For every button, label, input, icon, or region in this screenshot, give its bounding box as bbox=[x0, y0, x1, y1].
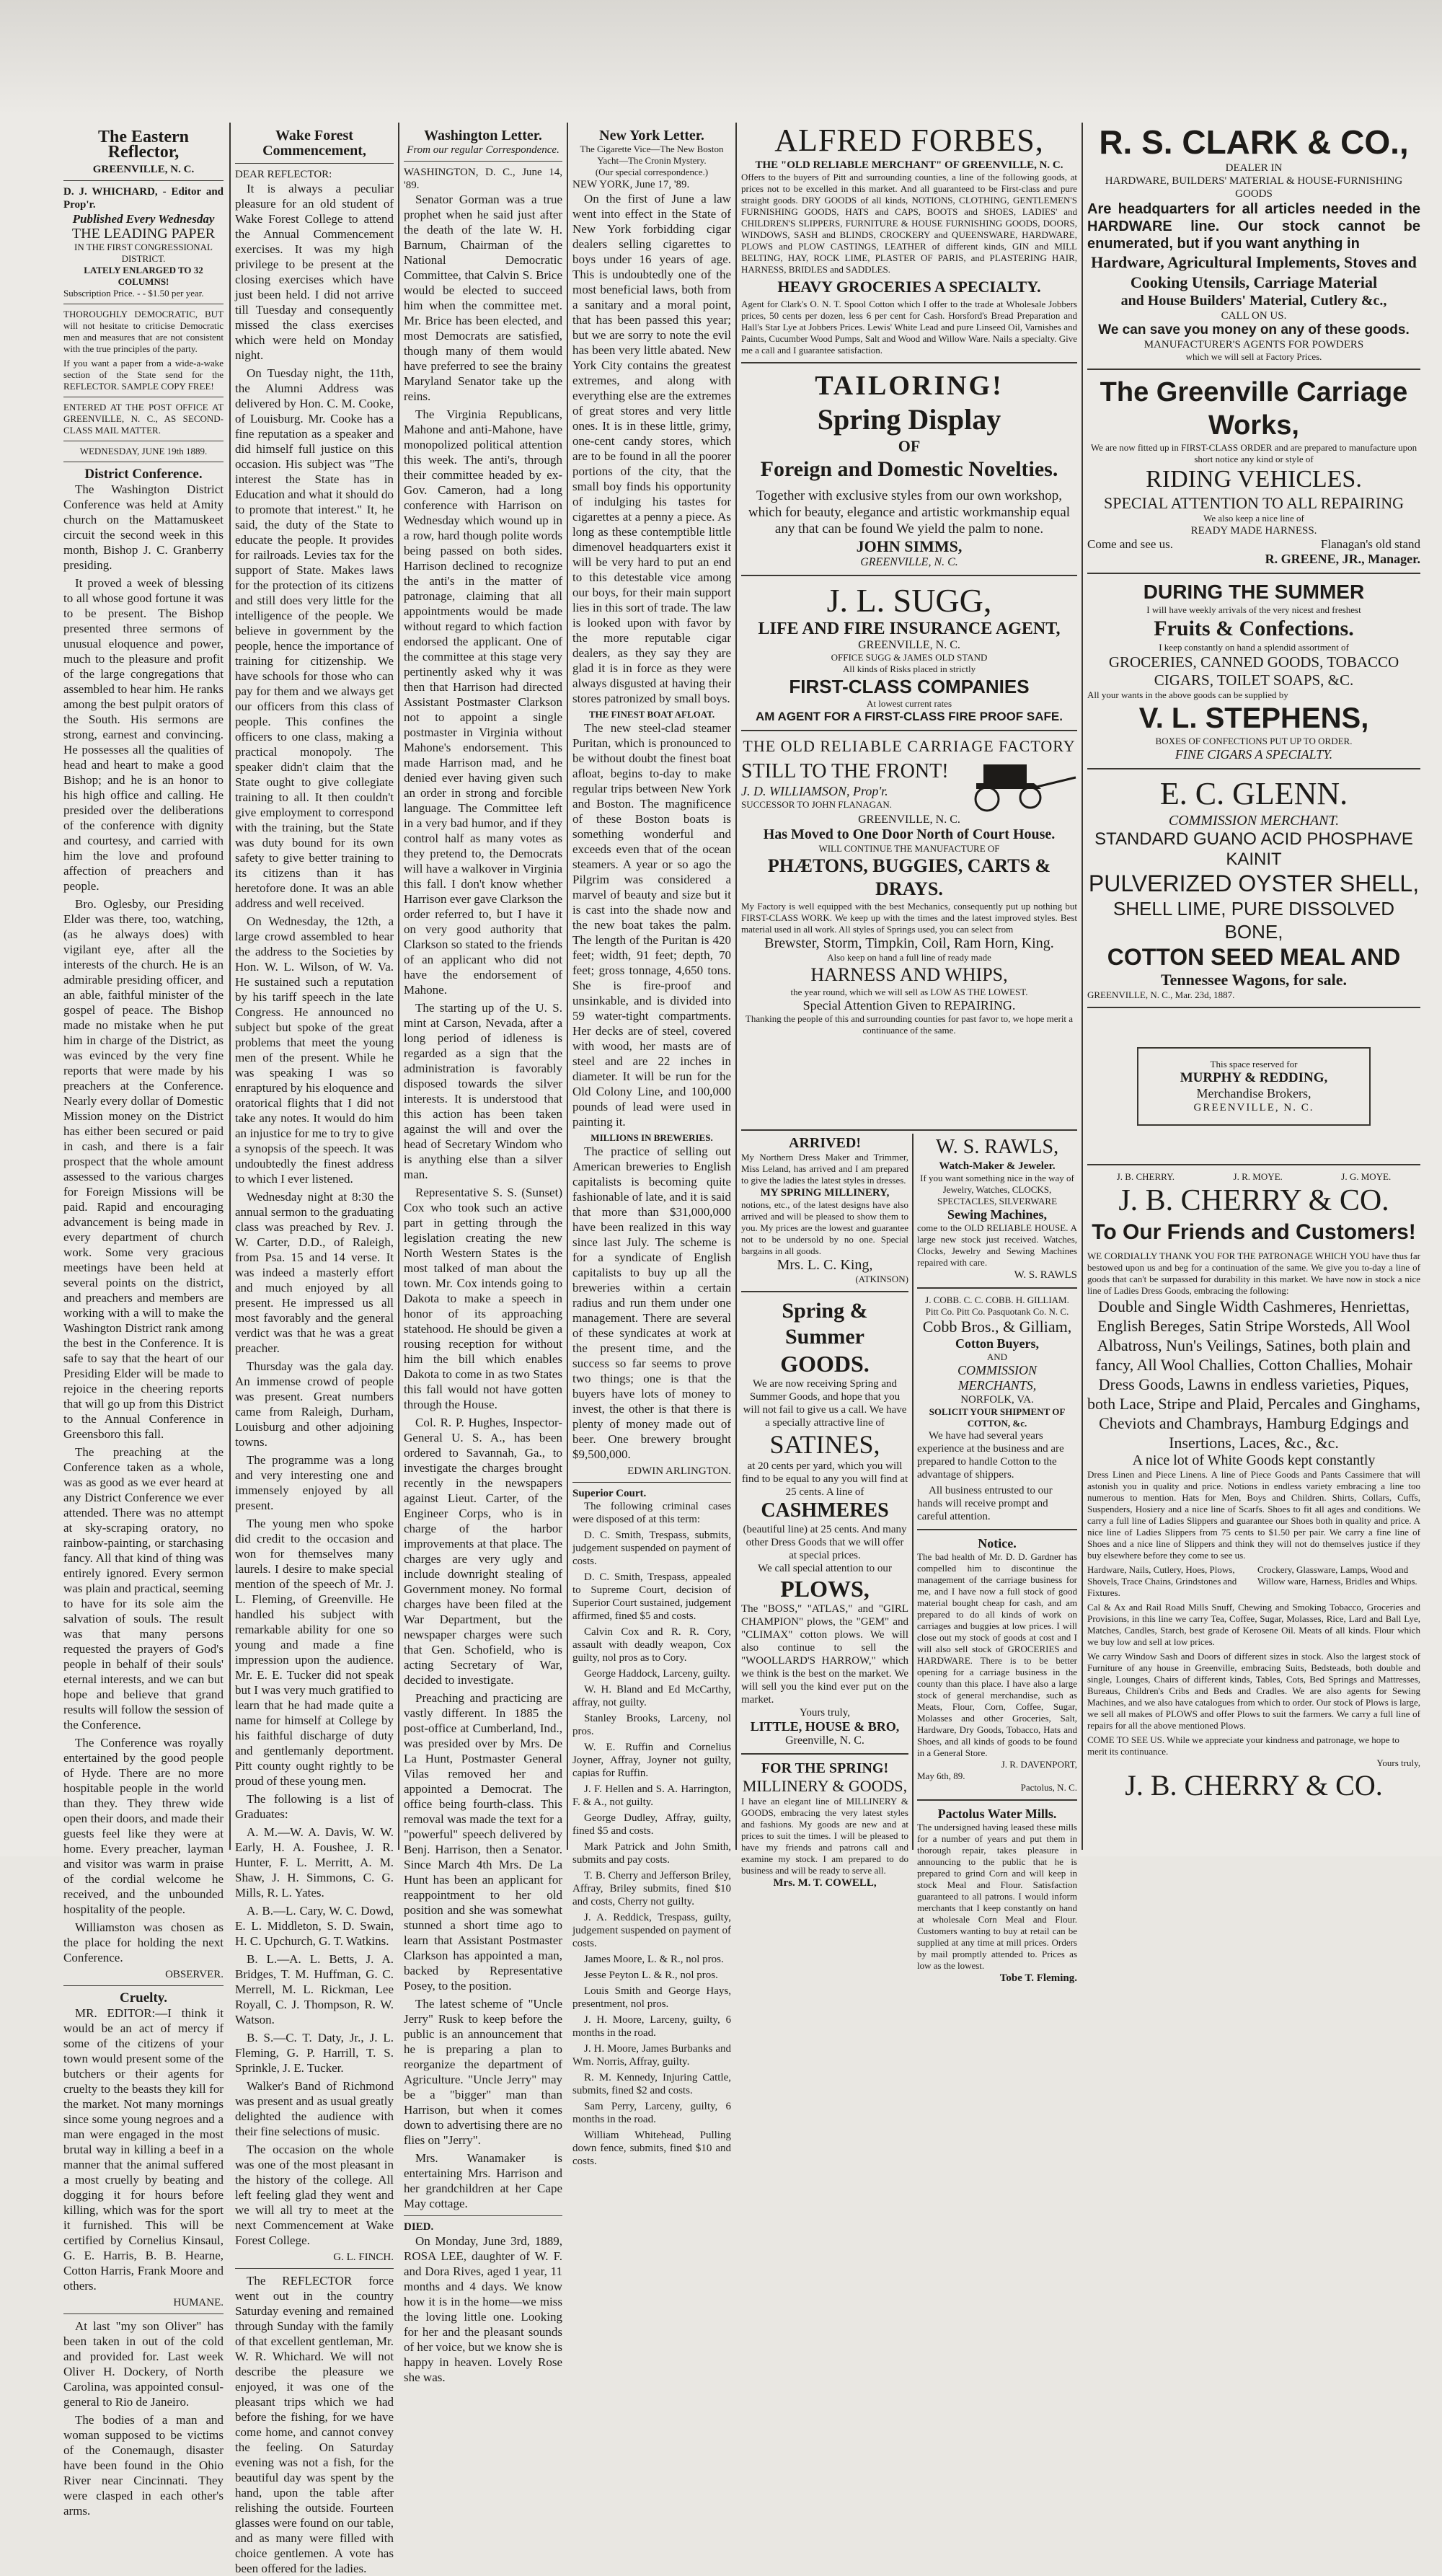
ad-goods-place: Greenville, N. C. bbox=[785, 1734, 864, 1747]
column-rule bbox=[1082, 123, 1083, 1850]
signature-humane: HUMANE. bbox=[173, 2297, 224, 2308]
ad-works-manager: R. GREENE, JR., Manager. bbox=[1265, 552, 1420, 566]
ad-murphy-place: GREENVILLE, N. C. bbox=[1193, 1101, 1314, 1113]
court-entry: Louis Smith and George Hays, presentment, nol pros. bbox=[572, 1985, 731, 2010]
ad-pactolus bbox=[917, 1807, 1077, 1985]
heading-steamer: THE FINEST BOAT AFLOAT. bbox=[588, 709, 715, 720]
ad-king-name: Mrs. L. C. King, bbox=[777, 1257, 873, 1273]
ad-rawls-body: If you want something nice in the way of Jewelry, Watches, CLOCKS, SPECTACLES, SILVERWARE bbox=[920, 1173, 1074, 1207]
column-wake-forest bbox=[235, 123, 394, 2575]
court-entry: James Moore, L. & R., nol pros. bbox=[584, 1954, 724, 1965]
ad-king-body2: notions, etc., of the latest designs have also arrived and will be pleased to show them to you. My prices are the lowest and guarantee not to be undersold by no one. Special bargains in all goods. bbox=[741, 1199, 908, 1256]
ad-rawls-sign: W. S. RAWLS bbox=[1014, 1269, 1077, 1281]
ad-works-come: Come and see us. bbox=[1087, 537, 1173, 551]
ad-goods-body3: (beautiful line) at 25 cents. And many other Dress Goods that we will offer at special prices. bbox=[743, 1524, 907, 1561]
ad-murphy bbox=[1137, 1047, 1371, 1126]
ad-notice-date: May 6th, 89. bbox=[917, 1770, 965, 1781]
article-paragraph: Preaching and practicing are vastly different. In 1885 the post-office at Cumberland, Ind., was presided over by Mrs. De La Hunt, Postmaster General Vilas removed her and appointed a Democrat. The office being fourth-class. This removal was made the text for a "powerful" speech delivered by Benj. Harrison, then a Senator. Since March 4th Mrs. De La Hunt has been an applicant for reappointment to her old position and she was somewhat stunned a short time ago to learn that Assistant Postmaster Clarkson has appointed a man, backed by Representative Posey, to the position. bbox=[404, 1691, 562, 1993]
ad-goods-plows-intro: We call special attention to our bbox=[758, 1563, 892, 1574]
ad-notice-place: Pactolus, N. C. bbox=[1020, 1782, 1077, 1793]
ad-stephens-weekly: I will have weekly arrivals of the very nicest and freshest bbox=[1146, 604, 1361, 615]
ad-murphy-title: Merchandise Brokers, bbox=[1196, 1085, 1311, 1100]
ad-glenn-line5: Tennessee Wagons, for sale. bbox=[1160, 971, 1348, 989]
ad-goods-body4: The "BOSS," "ATLAS," and "GIRL CHAMPION" plows, the "GEM" and "CLIMAX" cotton plows. We will also continue to sell the "WOOLLARD'S HARROW," which we think is the best on the market. We will sell you the kind ever put on the market. bbox=[741, 1603, 908, 1706]
masthead-democratic: THOROUGHLY DEMOCRATIC, BUT will not hesitate to criticise Democratic men and measures that are not consistent with the true principles of the party. bbox=[63, 309, 224, 354]
ad-works-body: We are now fitted up in FIRST-CLASS ORDER and are prepared to manufacture upon short notice any kind or style of bbox=[1090, 442, 1417, 464]
article-paragraph: The preaching at the Conference taken as a whole, was as good as we ever heard at any District Conference we ever attended. There was no attempt at sky-scraping oratory, no rainbow-painting, or starchasing fancy. All that kind of thing was entirely ignored. Every sermon was plain and practical, seeming to have for its sole aim the salvation of souls. The result was that many persons requested the prayers of God's people in behalf of their souls' eternal interests, and we can but hope and believe that grand results will follow the session of the Conference. bbox=[63, 1445, 224, 1732]
court-entry: J. A. Reddick, Trespass, guilty, judgement suspended on payment of costs. bbox=[572, 1912, 731, 1949]
article-paragraph: On Monday, June 3rd, 1889, ROSA LEE, daughter of W. F. and Dora Rives, aged 1 year, 11 months and 4 days. We know how it is in the home—we miss the loving little one. Looking for her and the pleasant sounds of her voice, but we know she is happy in heaven. Lovely Rose she was. bbox=[404, 2234, 563, 2384]
ad-sugg-rates: At lowest current rates bbox=[866, 698, 952, 709]
ad-carriage-owner: J. D. WILLIAMSON, Prop'r. bbox=[741, 783, 888, 798]
ad-cherry-body2: Dress Linen and Piece Linens. A line of Piece Goods and Pants Cassimere that will astonish you in quality and price. Notions in endless variety embracing a line too numerous to mention. Hats for Men, Boys and Children. Shirts, Collars, Cuffs, Suspenders, Hosiery and a nice line of Scarfs. Shoes to fit all ages and conditions. We carry a full line of Ladies Slippers and guarantee our Shoes both in quality and price. A nice line of Ladies Slippers from 75 cents to $1.50 per pair. We carry a fine line of Shoes and a nice line of Slippers and think they will not do themselves justice if they buy elsewhere before they come to see us. bbox=[1087, 1469, 1420, 1561]
ad-tailoring-title: TAILORING! bbox=[815, 371, 1004, 401]
ad-carriage-products: PHÆTONS, BUGGIES, CARTS & DRAYS. bbox=[767, 855, 1051, 899]
article-paragraph: MR. EDITOR:—I think it would be an act of mercy if some of the citizens of your town would present some of the butchers or their agents for cruelty to the beasts they kill for the market. Not many mornings since some young negroes and a man were engaged in the most brutal way in killing a beef in a manner that the animal suffered a most cruelly by beating and dogging it for hours before killing, which was for the sport it furnished. This will be certified by Cornelius Kinsaul, G. E. Harris, B. B. Hearne, Cotton Harris, Frank Moore and others. bbox=[63, 2006, 224, 2293]
masthead-district: IN THE FIRST CONGRESSIONAL DISTRICT. bbox=[74, 242, 213, 264]
ad-clark-body: Are headquarters for all articles needed in the HARDWARE line. Our stock cannot be enumerated, but if you want anything in bbox=[1087, 201, 1420, 252]
ad-forbes-body2: Agent for Clark's O. N. T. Spool Cotton which I offer to the trade at Wholesale Jobbers prices, 50 cents per dozen, less 6 per cent for Cash. Horsford's Bread Preparation and Hall's Star Lye at Jobbers Prices. Lewis' White Lead and pure Linseed Oil, Varnishes and Paints, Cucumber Wood Pumps, Salt and Wood and Willow Ware. Nails a specialty. Give me a call and I guarantee satisfaction. bbox=[741, 299, 1077, 356]
issue-date: WEDNESDAY, JUNE 19th 1889. bbox=[79, 446, 208, 456]
ad-carriage-title: THE OLD RELIABLE CARRIAGE FACTORY bbox=[743, 737, 1076, 755]
ad-clark bbox=[1087, 123, 1420, 363]
column-rule bbox=[398, 123, 399, 1850]
ad-king-spring: MY SPRING MILLINERY, bbox=[760, 1187, 890, 1199]
ad-carriage-thanks: Thanking the people of this and surrounding counties for past favor to, we hope merit a continuance of the same. bbox=[745, 1013, 1074, 1036]
article-paragraph: The Washington District Conference was held at Amity church on the Mattamuskeet circuit the second week in this month, Bishop J. C. Granberry presiding. bbox=[63, 482, 224, 572]
ad-pactolus-body: The undersigned having leased these mills for a number of years and put them in thorough repair, takes pleasure in announcing to the public that he is prepared to grind Corn and will keep in stock Meal and Flour. Satisfaction guaranteed to all patrons. I would inform merchants that I keep constantly on hand at wholesale Corn Meal and Flour. Customers wanting to buy at retail can be supplied at any time at mill prices. Orders by mail promptly attended to. Prices as low as the lowest. bbox=[917, 1822, 1077, 1971]
column-rule bbox=[567, 123, 568, 1850]
masthead-place: GREENVILLE, N. C. bbox=[92, 164, 195, 175]
ad-sugg-title: LIFE AND FIRE INSURANCE AGENT, bbox=[758, 619, 1061, 638]
article-paragraph: On the first of June a law went into effect in the State of New York forbidding cigar dealers selling cigarettes to boys under 16 years of age. This is undoubtedly one of the most beneficial laws, both from a sanitary and a moral point, that has been passed this year; but we are sorry to note the evil has been very little abated. New York City contains the greatest extremes, and along with everything else are the extremes of great stores and very little ones. It is in these little, grimy, one-cent candy stores, which are to be found in all the poorer portions of the city, that the small boy finds his opportunity of indulging his tastes for cigarettes at a penny a piece. As long as these contemptible little dimenovel headquarters exist it will be very hard to put an end to this detestable vice among our boys, for their main support lies in this sort of trade. The law is looked upon with favor by the more reputable cigar dealers, as they say they are glad it is in force as they were always disgusted at having their stores patronized by small boys. bbox=[572, 192, 731, 705]
court-entry: The following criminal cases were disposed of at this term: bbox=[572, 1501, 731, 1525]
ad-cobb-names2: Pitt Co. Pitt Co. Pasquotank Co. N. C. bbox=[925, 1306, 1069, 1317]
article-paragraph: A. M.—W. A. Davis, W. W. Early, H. A. Foushee, J. R. Hunter, F. L. Merritt, A. M. Shaw, J. H. Simmons, C. G. Mills, R. L. Yates. bbox=[235, 1825, 394, 1900]
article-paragraph: It is always a peculiar pleasure for an old student of Wake Forest College to attend the Annual Commencement exercises. It was my high privilege to be present at the closing exercises which have just been held. I did not arrive till Tuesday and consequently missed the class exercises which were held on Monday night. bbox=[235, 182, 394, 362]
special-correspondence: (Our special correspondence.) bbox=[595, 167, 709, 177]
court-entry: R. M. Kennedy, Injuring Cattle, submits, fined $2 and costs. bbox=[572, 2072, 731, 2096]
ad-carriage-harness: HARNESS AND WHIPS, bbox=[810, 964, 1008, 985]
ad-stephens-name: V. L. STEPHENS, bbox=[1138, 702, 1369, 734]
court-entry: J. F. Hellen and S. A. Harrington, F. & A., not guilty. bbox=[572, 1783, 731, 1808]
article-paragraph: Wednesday night at 8:30 the annual sermon to the graduating class was preached by Rev. J. W. Carter, D.D., of Raleigh, from Psa. 15 and 14 verse. It was indeed a masterly effort and much enjoyed by all present. He impressed us all most favorably and the general verdict was that he was a great preacher. bbox=[235, 1190, 394, 1355]
article-paragraph: On Wednesday, the 12th, a large crowd assembled to hear the address to the Societies by Hon. W. L. Wilson, of W. Va. He sustained such a reputation by his tariff speech in the late Congress. He announced no subject but spoke of the great problems that meet the young men of the present. While he was speaking I was so enraptured by his eloquence and oratorical flights that I did not take any notes. It would do him an injustice for me to try to give a synopsis of the speech. It was undoubtedly the finest address to which I ever listened. bbox=[235, 914, 394, 1186]
article-paragraph: The Virginia Republicans, Mahone and anti-Mahone, have monopolized political attention this week. The anti's, through their committee headed by ex-Gov. Cameron, had a long conference with Harrison on Wednesday which wound up in a row, hard though polite words being passed on both sides. Harrison declined to recognize the anti's in the matter of patronage, claiming that all appointments would be made without regard to which faction endorsed the applicant. One of the committee at this stage very pertinently asked why it was then that Harrison had directed Assistant Postmaster Clarkson not to appoint a single postmaster in Virginia without Mahone's endorsement. This made Harrison mad, and he denied ever having given such an order in strong and forcible language. The Committee left in a very bad humor, and if they control half as many votes as they pretend to, the Democrats will have a walkover in Virginia this fall. I don't know whether Harrison ever gave Clarkson the order referred to, but I have it on very good authority that Clarkson so stated to the friends of an applicant who did not have the endorsement of Mahone. bbox=[404, 407, 562, 997]
ad-rawls-body2: come to the OLD RELIABLE HOUSE. A large new stock just received. Watches, Clocks, Jewelry and Sewing Machines repaired with care. bbox=[917, 1222, 1077, 1268]
article-paragraph: It proved a week of blessing to all whose good fortune it was to be present. The Bishop presented three sermons of unusual eloquence and power, much to the pleasure and profit of the large congregations that assembled to hear him. He ranks among the best pulpit orators of the South. His sermons are strong, earnest and convincing. He possesses all the qualities of head and heart to make a good Bishop; and he is an honor to his high office and calling. He presided over the deliberations of the conference with dignity and courtesy, and carried with him the love and profound affection of preachers and people. bbox=[63, 576, 224, 893]
heading-died: DIED. bbox=[404, 2221, 434, 2233]
ad-pactolus-sign: Tobe T. Fleming. bbox=[999, 1972, 1077, 1984]
ad-cobb-firm: Cobb Bros., & Gilliam, bbox=[922, 1318, 1072, 1336]
subheading-ny: The Cigarette Vice—The New Boston Yacht—The Cronin Mystery. bbox=[580, 144, 724, 166]
ad-carriage-continue: WILL CONTINUE THE MANUFACTURE OF bbox=[818, 843, 1000, 854]
ad-clark-builders: and House Builders' Material, Cutlery &c., bbox=[1120, 293, 1387, 309]
ad-tailoring-place: GREENVILLE, N. C. bbox=[860, 556, 958, 568]
ad-glenn-name: E. C. GLENN. bbox=[1159, 776, 1348, 811]
ad-clark-sell: which we will sell at Factory Prices. bbox=[1185, 351, 1322, 362]
ad-cherry-partner: J. G. MOYE. bbox=[1341, 1171, 1392, 1182]
ad-cobb-body2: All business entrusted to our hands will receive prompt and careful attention. bbox=[917, 1485, 1053, 1522]
ad-goods-goods: GOODS. bbox=[780, 1351, 870, 1377]
masthead-published: Published Every Wednesday bbox=[72, 212, 215, 226]
ad-carriage-year: the year round, which we will sell as LOW AS THE LOWEST. bbox=[790, 987, 1028, 997]
ad-stephens-boxes: BOXES OF CONFECTIONS PUT UP TO ORDER. bbox=[1155, 736, 1353, 746]
ad-glenn-date: GREENVILLE, N. C., Mar. 23d, 1887. bbox=[1087, 989, 1235, 1000]
ad-cobb-names: J. COBB. C. C. COBB. H. GILLIAM. bbox=[925, 1294, 1069, 1305]
ad-tailoring-novelties: Foreign and Domestic Novelties. bbox=[760, 457, 1058, 481]
ad-murphy-area bbox=[1087, 1014, 1420, 1158]
signature-finch: G. L. FINCH. bbox=[333, 2251, 394, 2263]
signature-arlington: EDWIN ARLINGTON. bbox=[627, 1465, 731, 1477]
ad-carriage-body: My Factory is well equipped with the best Mechanics, consequently put up nothing but FIRST-CLASS WORK. We keep up with the times and the latest improved styles. Best material used in all work. All styles of Springs used, you can select from bbox=[741, 901, 1077, 935]
article-paragraph: B. S.—C. T. Daty, Jr., J. L. Fleming, G. P. Harrill, T. S. Sprinkle, J. E. Tucker. bbox=[235, 2031, 394, 2075]
ad-forbes bbox=[741, 123, 1077, 356]
ad-carriage-moved: Has Moved to One Door North of Court House. bbox=[763, 826, 1056, 842]
buggy-icon bbox=[955, 756, 1077, 813]
ad-carriage-works bbox=[1087, 376, 1420, 567]
ad-spring-name: Mrs. M. T. COWELL, bbox=[773, 1877, 877, 1889]
ad-cherry-come: COME TO SEE US. While we appreciate your kindness and patronage, we hope to merit its continuance. bbox=[1087, 1734, 1399, 1757]
ad-goods-body2: at 20 cents per yard, which you will find to be equal to any you will find at 25 cents. A line of bbox=[741, 1460, 908, 1498]
ad-clark-agents: MANUFACTURER'S AGENTS FOR POWDERS bbox=[1144, 339, 1364, 350]
ad-goods-yours: Yours truly, bbox=[799, 1707, 851, 1719]
column-rule bbox=[229, 123, 231, 1850]
court-entry: Mark Patrick and John Smith, submits and pay costs. bbox=[572, 1841, 731, 1866]
court-entry: J. H. Moore, James Burbanks and Wm. Norris, Affray, guilty. bbox=[572, 2043, 731, 2068]
ad-carriage-place: GREENVILLE, N. C. bbox=[858, 813, 960, 826]
ad-goods-title: Spring & Summer bbox=[782, 1299, 868, 1349]
heading-superior-court: Superior Court. bbox=[572, 1488, 647, 1499]
dateline: WASHINGTON, D. C., June 14, '89. bbox=[404, 167, 562, 191]
ad-glenn-line2: PULVERIZED OYSTER SHELL, bbox=[1088, 870, 1420, 896]
ad-rawls-name: W. S. RAWLS, bbox=[935, 1136, 1059, 1158]
signature-observer: OBSERVER. bbox=[165, 1969, 224, 1980]
court-entry: Jesse Peyton L. & R., nol pros. bbox=[584, 1970, 718, 1981]
heading-new-york: New York Letter. bbox=[599, 128, 704, 144]
ad-forbes-tag: THE "OLD RELIABLE MERCHANT" OF GREENVILLE, N. C. bbox=[755, 159, 1063, 171]
ad-cherry-list-right: Crockery, Glassware, Lamps, Wood and Willow ware, Harness, Bridles and Whips. bbox=[1257, 1564, 1417, 1587]
ad-stephens bbox=[1087, 580, 1420, 762]
ad-forbes-name: ALFRED FORBES, bbox=[774, 123, 1044, 158]
ad-cobb-cotton: Cotton Buyers, bbox=[955, 1336, 1039, 1351]
ad-murphy-reserved: This space reserved for bbox=[1210, 1058, 1298, 1069]
ad-clark-dealer: DEALER IN bbox=[1225, 162, 1283, 174]
article-paragraph: The Conference was royally entertained by the good people of Hyde. There are no more hospitable people in the world than they. They threw wide open their doors, and made their guests feel like they were at home. Every preacher, layman and visitor was warm in praise of the cordial welcome he received, and the unbounded hospitality of the people. bbox=[63, 1736, 224, 1916]
ad-cherry-white: A nice lot of White Goods kept constantly bbox=[1132, 1452, 1376, 1468]
ad-pactolus-title: Pactolus Water Mills. bbox=[937, 1807, 1057, 1821]
masthead-enlarged: LATELY ENLARGED TO 32 COLUMNS! bbox=[84, 265, 203, 287]
ad-rawls bbox=[917, 1135, 1077, 1282]
ad-cherry-body: WE CORDIALLY THANK YOU FOR THE PATRONAGE WHICH YOU have thus far bestowed upon us and beg for a continuation of the same. We give you to-day a line of goods that can't be surpassed for durability in this market. We have now in stock a nice line of Ladies Dress Goods, embracing the following: bbox=[1087, 1250, 1420, 1296]
ad-goods-firm: LITTLE, HOUSE & BRO, bbox=[750, 1719, 900, 1734]
ad-works-special: SPECIAL ATTENTION TO ALL REPAIRING bbox=[1104, 494, 1404, 512]
ad-spring bbox=[741, 1760, 908, 1889]
page-top-margin bbox=[0, 0, 1442, 115]
article-paragraph: Senator Gorman was a true prophet when he said just after the death of the late W. H. Barnum, Chairman of the National Democratic Committee, that Calvin S. Brice would be elected to succeed him when the committee met. Mr. Brice has been elected, and most Democrats are satisfied, though many of them would have preferred to see the brainy Maryland Senator take up the reins. bbox=[404, 193, 562, 403]
article-paragraph: The starting up of the U. S. mint at Carson, Nevada, after a long period of idleness is regarded as a sign that the administration is favorably disposed towards the silver interests. It is understood that this action has been taken against the will and over the head of Secretary Windom who is anything else than a silver man. bbox=[404, 1001, 562, 1181]
article-paragraph: Col. R. P. Hughes, Inspector-General U. S. A., has been ordered to Savannah, Ga., to investigate the charges brought recently in the newspapers against Lieut. Carter, of the Engineer Corps, who is in charge of the harbor improvements at that place. The charges are very ugly and include downright stealing of Government money. No formal charges have been filed at the War Department, but the newspaper charges were such that Gen. Schofield, who is acting Secretary of War, decided to investigate. bbox=[404, 1416, 562, 1687]
court-entry: J. H. Moore, Larceny, guilty, 6 months in the road. bbox=[572, 2014, 731, 2039]
heading-washington: Washington Letter. bbox=[424, 128, 542, 144]
heading-breweries: MILLIONS IN BREWERIES. bbox=[590, 1132, 713, 1143]
court-entry: W. H. Bland and Ed McCarthy, affray, not guilty. bbox=[572, 1684, 731, 1708]
ad-notice-title: Notice. bbox=[978, 1536, 1017, 1551]
ad-carriage-factory bbox=[741, 737, 1077, 1036]
ad-tailoring-body: Together with exclusive styles from our own workshop, which for beauty, elegance and artistic workmanship equal any that can be found We yield the palm to none. bbox=[748, 488, 1071, 537]
masthead-leading: THE LEADING PAPER bbox=[71, 226, 216, 242]
court-entry: Stanley Brooks, Larceny, nol pros. bbox=[572, 1713, 731, 1737]
court-entry: Calvin Cox and R. R. Cory, assault with deadly weapon, Cox guilty, nol pros as to Cory. bbox=[572, 1626, 731, 1664]
ad-clark-call: CALL ON US. bbox=[1221, 310, 1287, 322]
ad-cherry-partner: J. R. MOYE. bbox=[1233, 1171, 1283, 1182]
ad-murphy-name: MURPHY & REDDING, bbox=[1180, 1069, 1328, 1085]
ad-goods-cashmeres: CASHMERES bbox=[761, 1499, 889, 1522]
ads-upper bbox=[741, 123, 1077, 1073]
ad-glenn bbox=[1087, 775, 1420, 1001]
ad-cobb-solicit: SOLICIT YOUR SHIPMENT OF COTTON, &c. bbox=[929, 1406, 1066, 1429]
article-paragraph: B. L.—A. L. Betts, J. A. Bridges, T. M. Huffman, G. C. Merrell, M. L. Rickman, Lee Royall, C. J. Thompson, R. W. Watson. bbox=[235, 1952, 394, 2026]
divider bbox=[741, 1129, 1077, 1131]
article-paragraph: Mrs. Wanamaker is entertaining Mrs. Harrison and her grandchildren at her Cape May cottage. bbox=[404, 2151, 562, 2210]
ad-cobb-commission: COMMISSION MERCHANTS, bbox=[957, 1363, 1037, 1393]
ad-works-ready: READY MADE HARNESS. bbox=[1190, 525, 1317, 537]
article-paragraph: The new steel-clad steamer Puritan, which is pronounced to be without doubt the finest boat afloat, begins to-day to make regular trips between New York and Boston. The magnificence of these Boston boats is something wonderful and exceeds even that of the ocean steamers. A year or so ago the Pilgrim was considered a marvel of beauty and size but it is cast into the shade now and the new boat takes the palm. The length of the Puritan is 420 feet; width, 91 feet; depth, 70 feet; gross tonnage, 4,650 tons. She is fire-proof and unsinkable, and is divided into 59 water-tight compartments. Her decks are of steel, covered with wood, her masts are of steel and are 22 inches in diameter. It will be run for the Old Colony Line, and 100,000 pounds of lead were used in painting it. bbox=[572, 721, 731, 1129]
article-paragraph: The following is a list of Graduates: bbox=[235, 1792, 394, 1821]
heading-cruelty: Cruelty. bbox=[120, 1990, 167, 2006]
ad-clark-save: We can save you money on any of these goods. bbox=[1098, 322, 1410, 338]
ad-carriage-springs: Brewster, Storm, Timpkin, Coil, Ram Horn, King. bbox=[764, 935, 1054, 951]
ad-stephens-keep: I keep constantly on hand a splendid assortment of bbox=[1159, 642, 1349, 653]
article-paragraph: A. B.—L. Cary, W. C. Dowd, E. L. Middleton, S. D. Swain, H. C. Upchurch, G. T. Watkins. bbox=[235, 1904, 394, 1948]
ad-stephens-during: DURING THE SUMMER bbox=[1143, 581, 1365, 603]
ad-goods-satines: SATINES, bbox=[769, 1430, 880, 1459]
ad-clark-implements: Hardware, Agricultural Implements, Stoves and Cooking Utensils, Carriage Material bbox=[1091, 253, 1417, 291]
ad-cherry-body4: We carry Window Sash and Doors of different sizes in stock. Also the largest stock of Furniture of any house in Greenville, embracing Suits, Bedsteads, both double and single, Lounges, Chairs of different kinds, Tables, Cots, Bed Springs and Mattresses, Bureaus, Children's Cribs and Beds and Cradles. We are also agents for Sewing Machines, and we also have catalogues from which to order. Our stock of Plows is large, we sell all makes of PLOWS and offer Plows to suit the farmers. We carry a full line of repairs for all the above mentioned Plows. bbox=[1087, 1651, 1420, 1731]
article-paragraph: The REFLECTOR force went out in the country Saturday evening and remained through Sunday with the family of that excellent gentleman, Mr. W. R. Whichard. We will not describe the pleasure we enjoyed, it was one of the pleasant trips which we had before the fishing, for we have come home, and cannot convey the feeling. On Saturday evening was not a fish, for the beautiful day was spent by the hand, upon the table after relishing the outside. Fourteen glasses were found on our table, and as many were filled with choice gentlemen. A vote has been offered for the ladies. bbox=[235, 2274, 394, 2575]
ad-tailoring bbox=[741, 369, 1077, 569]
court-entry: D. C. Smith, Trespass, appealed to Supreme Court, decision of Superior Court sustained, judgement affirmed, fined $5 and costs. bbox=[572, 1571, 731, 1622]
ad-tailoring-of: OF bbox=[898, 437, 921, 455]
ad-cherry-name: J. B. CHERRY & CO. bbox=[1118, 1184, 1389, 1217]
ad-carriage-still: STILL TO THE FRONT! bbox=[741, 759, 949, 782]
article-paragraph: Bro. Oglesby, our Presiding Elder was there, too, watching, (as he always does) with vigilant eye, after all the interests of the church. He is an admirable presiding officer, and an able, faithful minister of the gospel of peace. The Bishop made no mistake when he put him in charge of the District, as was evinced by the very fine reports that were made by his preachers at the Conference. Nearly every dollar of Domestic Mission money on the District has either been secured or paid in cash, and there is a fair prospect that the whole amount assessed to the various charges for Foreign Missions will be paid. Rapid and encouraging advancement is being made in every department of church work. Some very gracious meetings have been held at several points on the district, and preachers and members are working with a will to make the Washington District rank among the best in the Conference. It is safe to say that the heart of our Presiding Elder will be made to rejoice in the cheering reports that will go up from this District to the Annual Conference in Greensboro this fall. bbox=[63, 897, 224, 1441]
court-entry: Sam Perry, Larceny, guilty, 6 months in the road. bbox=[572, 2101, 731, 2125]
ad-carriage-repairing: Special Attention Given to REPAIRING. bbox=[802, 998, 1016, 1013]
ad-sugg-risks: All kinds of Risks placed in strictly bbox=[842, 663, 976, 674]
ad-cobb-body: We have had several years experience at the business and are prepared to handle Cotton to the advantage of shippers. bbox=[917, 1430, 1064, 1481]
ad-sugg-agent: AM AGENT FOR A FIRST-CLASS FIRE PROOF SAFE. bbox=[756, 710, 1063, 723]
ad-sugg bbox=[741, 582, 1077, 724]
court-entry: D. C. Smith, Trespass, submits, judgement suspended on payment of costs. bbox=[572, 1530, 731, 1567]
ad-glenn-title: COMMISSION MERCHANT. bbox=[1168, 813, 1340, 829]
ad-glenn-line3: SHELL LIME, PURE DISSOLVED BONE, bbox=[1113, 898, 1395, 943]
ad-works-old: Flanagan's old stand bbox=[1320, 537, 1420, 551]
ads-right bbox=[1087, 123, 1420, 1850]
article-paragraph: Representative S. S. (Sunset) Cox who took such an active part in getting through the legislation creating the new North Western States is the most talked of man about the town. Mr. Cox intends going to Dakota to make a speech in honor of its approaching statehood. He should be given a rousing reception for without him the bill which enables Dakota to come in as two States this fall would not have gotten through the House. bbox=[404, 1186, 562, 1411]
ad-sugg-name: J. L. SUGG, bbox=[826, 582, 992, 619]
column-rule bbox=[735, 123, 737, 1850]
ad-cherry-title: To Our Friends and Customers! bbox=[1092, 1220, 1416, 1244]
column-masthead bbox=[63, 123, 224, 2518]
ad-king-place: (ATKINSON) bbox=[855, 1274, 908, 1284]
ad-king-arrived: ARRIVED! bbox=[789, 1135, 861, 1151]
ad-notice bbox=[917, 1536, 1077, 1794]
letter-greeting: DEAR REFLECTOR: bbox=[235, 169, 332, 180]
ad-cherry bbox=[1087, 1171, 1420, 1802]
article-paragraph: The latest scheme of "Uncle Jerry" Rusk to keep before the public is an announcement that he is preparing a plan to reorganize the department of Agriculture. "Uncle Jerry" may be a "bigger" man than Harrison, but when it comes down to advertising there are no flies on "Jerry". bbox=[404, 1997, 562, 2147]
ad-rawls-title: Watch-Maker & Jeweler. bbox=[939, 1160, 1056, 1172]
court-entry: W. E. Ruffin and Cornelius Joyner, Affray, Joyner not guilty, capias for Ruffin. bbox=[572, 1742, 731, 1779]
ad-cobb bbox=[917, 1294, 1077, 1523]
ad-forbes-body: Offers to the buyers of Pitt and surrounding counties, a line of the following goods, at prices not to be excelled in this market. And all guaranteed to be First-class and pure straight goods. DRY GOODS of all kinds, NOTIONS, CLOTHING, GENTLEMEN'S FURNISHING GOODS, HATS and CAPS, BOOTS and SHOES, LADIES' and CHILDREN'S SLIPPERS, FURNITURE & HOUSE FURNISHING GOODS, DOORS, WINDOWS, SASH and BLINDS, CROCKERY and QUEENSWARE, HARDWARE, PLOWS and PLOW CASTINGS, LEATHER of different kinds, GIN and MILL BELTING, HAY, ROCK LIME, PLASTER OF PARIS, and PLASTERING HAIR, HARNESS, BRIDLES and SADDLES. bbox=[741, 172, 1077, 275]
ad-cherry-body3: Cal & Ax and Rail Road Mills Snuff, Chewing and Smoking Tobacco, Groceries and Provisions, in this line we carry Tea, Coffee, Sugar, Molasses, Rice, Lard and Ball Lye, Matches, Candles, Starch, best grade of Kerosene Oil. Meats of all kinds. Flour which we buy low and sell at low prices. bbox=[1087, 1602, 1420, 1647]
ad-tailoring-spring: Spring Display bbox=[817, 403, 1001, 436]
ad-works-harness: We also keep a nice line of bbox=[1203, 513, 1304, 524]
ad-spring-title: FOR THE SPRING! bbox=[761, 1760, 889, 1776]
article-paragraph: Williamston was chosen as the place for holding the next Conference. bbox=[63, 1920, 224, 1964]
ads-lower-right bbox=[917, 1135, 1077, 1984]
subheading-correspondence: From our regular Correspondence. bbox=[407, 144, 559, 156]
heading-district-conference: District Conference. bbox=[84, 467, 203, 482]
ad-tailoring-name: JOHN SIMMS, bbox=[856, 537, 963, 555]
ads-lower-left bbox=[741, 1135, 908, 1889]
ad-cherry-partner: J. B. CHERRY. bbox=[1116, 1171, 1175, 1182]
article-paragraph: On Tuesday night, the 11th, the Alumni Address was delivered by Hon. C. M. Cooke, of Louisburg. Mr. Cooke has a fine reputation as a speaker and did himself full justice on this occasion. His subject was "The interest the State has in Education and what it should do to promote that interest." It, he said, the duty of the State to educate the people. It provides for railroads. Levies tax for the support of State. Makes laws for the protection of its citizens and still does very little for the intelligence of the people. We believe in government by the people, hence the importance of training for citizenship. We have schools for those who can pay for them and we always get our officers from this class of people. This confines the officers to one class, making a practical monopoly. The speaker didn't claim that the State ought to give collegiate training to all. It then couldn't give employment to correspond with the training, but the State was duty bound for its own safety to give better training to its citizens than it has heretofore done. It was an able address and well received. bbox=[235, 366, 394, 910]
ad-cherry-yours: Yours truly, bbox=[1376, 1757, 1420, 1768]
article-paragraph: At last "my son Oliver" has been taken in out of the cold and provided for. Last week Oliver H. Dockery, of North Carolina, was appointed consul-general to Rio de Janeiro. bbox=[63, 2319, 224, 2409]
court-entry: T. B. Cherry and Jefferson Briley, Affray, Briley submits, fined $10 and costs, Cherry not guilty. bbox=[572, 1870, 731, 1907]
ad-goods bbox=[741, 1298, 908, 1747]
ad-sugg-office: OFFICE SUGG & JAMES OLD STAND bbox=[831, 652, 988, 663]
ad-notice-body: The bad health of Mr. D. D. Gardner has compelled him to discontinue the management of the carriage business for me, and I have now a full stock of good material bought cheap for cash, and am prepared to do all kinds of work on carriages and buggies at low prices. I will close out my stock of goods at cost and I will also sell stock of GROCERIES and HARDWARE. There is to be better opening for a carriage business in the county than this place. I have also a large stock of general merchandise, such as Meats, Flour, Corn, Coffee, Sugar, Molasses and other Groceries, Salt, Hardware, Dry Goods, Tobacco, Hats and Shoes, and all kinds of goods to be found in a General Store. bbox=[917, 1551, 1077, 1758]
ad-clark-name: R. S. CLARK & CO., bbox=[1099, 123, 1409, 161]
ad-goods-plows: PLOWS, bbox=[780, 1576, 870, 1602]
ad-cobb-and: AND bbox=[986, 1351, 1008, 1362]
court-entry: George Haddock, Larceny, guilty. bbox=[584, 1668, 730, 1680]
ad-king bbox=[741, 1135, 908, 1285]
ad-sugg-first: FIRST-CLASS COMPANIES bbox=[789, 676, 1030, 697]
ad-cherry-list-left: Hardware, Nails, Cutlery, Hoes, Plows, Shovels, Trace Chains, Grindstones and Fixtures. bbox=[1087, 1564, 1237, 1598]
ad-works-title: The Greenville Carriage Works, bbox=[1100, 377, 1408, 441]
column-rule bbox=[912, 1134, 914, 1850]
masthead-subscription: Subscription Price. - - $1.50 per year. bbox=[63, 288, 204, 299]
ad-carriage-successor: SUCCESSOR TO JOHN FLANAGAN. bbox=[741, 798, 893, 810]
heading-wake-forest: Wake Forest Commencement, bbox=[262, 128, 366, 159]
masthead-sample: If you want a paper from a wide-a-wake section of the State send for the REFLECTOR. SAMPLE COPY FREE! bbox=[63, 358, 224, 392]
ad-cherry-sign: J. B. CHERRY & CO. bbox=[1125, 1769, 1383, 1801]
ad-rawls-sewing: Sewing Machines, bbox=[947, 1207, 1047, 1222]
column-washington bbox=[404, 123, 563, 2384]
dateline: NEW YORK, June 17, '89. bbox=[572, 179, 690, 190]
ad-cherry-goods: Double and Single Width Cashmeres, Henriettas, English Bereges, Satin Stripe Worsteds, All Wool Albatross, Nun's Veilings, Satines, both plain and fancy, All Wool Challies, Cotton Challies, Mohair Dress Goods, Lawns in endless varieties, Piques, both Lace, Stripe and Plaid, Percales and Ginghams, Cheviots and Chambrays, Hamburg Edgings and Insertions, Laces, &c., &c. bbox=[1087, 1297, 1420, 1452]
ad-glenn-line1: STANDARD GUANO ACID PHOSPHAVE KAINIT bbox=[1094, 829, 1413, 869]
article-paragraph: The young men who spoke did credit to the occasion and won for themselves many laurels. I desire to make special mention of the speech of Mr. J. L. Fleming, of Greenville. He handled his subject with remarkable ability for one so young and made a fine impression upon the audience. Mr. E. E. Tucker did not speak but I was very much gratified to learn that he had made quite a name for himself at College by his faithful discharge of duty and gentlemanly deportment. Pitt county ought rightly to be proud of these young men. bbox=[235, 1517, 394, 1788]
article-paragraph: The programme was a long and very interesting one and immensely enjoyed by all present. bbox=[235, 1453, 394, 1512]
article-paragraph: Walker's Band of Richmond was present and as usual greatly delighted the audience with their fine selections of music. bbox=[235, 2079, 394, 2138]
ad-stephens-wants: All your wants in the above goods can be supplied by bbox=[1087, 689, 1288, 700]
ad-goods-body: We are now receiving Spring and Summer Goods, and hope that you will not fail to give us a call. We have a specially attractive line of bbox=[743, 1378, 907, 1429]
masthead-title: The Eastern Reflector, bbox=[98, 128, 189, 162]
masthead-editor: D. J. WHICHARD, - Editor and Prop'r. bbox=[63, 186, 224, 211]
article-paragraph: Thursday was the gala day. An immense crowd of people was present. Great numbers came from Raleigh, Durham, Louisburg and other adjoining towns. bbox=[235, 1359, 394, 1449]
article-paragraph: The occasion on the whole was one of the most pleasant in the history of the college. All left feeling glad they went and we will all try to meet at the next Commencement at Wake Forest College. bbox=[235, 2143, 394, 2247]
ad-king-body: My Northern Dress Maker and Trimmer, Miss Leland, has arrived and I am prepared to give the ladies the latest styles in dresses. bbox=[741, 1152, 908, 1186]
ad-sugg-place: GREENVILLE, N. C. bbox=[858, 639, 960, 651]
article-paragraph: The practice of selling out American breweries to English capitalists is becoming quite fashionable of late, and it is said that more than $31,000,000 have been realized in this way since last July. The scheme is for a syndicate of English capitalists to buy up all the breweries within a certain radius and run them under one management. There are several of these syndicates at work at the present time, and the success so far seems to prove two things; one is that the buyers have lots of money to invest, the other is that there is plenty of money made out of beer. One brewery brought $9,500,000. bbox=[572, 1144, 731, 1461]
ad-glenn-line4: COTTON SEED MEAL AND bbox=[1107, 944, 1401, 970]
ad-stephens-fruits: Fruits & Confections. bbox=[1154, 617, 1354, 640]
ad-clark-hardware: HARDWARE, BUILDERS' MATERIAL & HOUSE-FURNISHING GOODS bbox=[1105, 175, 1403, 200]
ad-stephens-cigars: FINE CIGARS A SPECIALTY. bbox=[1175, 747, 1333, 762]
ad-cobb-place: NORFOLK, VA. bbox=[960, 1394, 1034, 1406]
court-entry: George Dudley, Affray, guilty, fined $5 and costs. bbox=[572, 1812, 731, 1837]
ad-spring-millinery: MILLINERY & GOODS, bbox=[742, 1777, 908, 1795]
court-entry: William Whitehead, Pulling down fence, submits, fined $10 and costs. bbox=[572, 2130, 731, 2167]
ad-notice-sign: J. R. DAVENPORT, bbox=[1001, 1759, 1077, 1770]
article-paragraph: The bodies of a man and woman supposed to be victims of the Conemaugh, disaster have been found in the Ohio River near Cincinnati. They were clasped in each other's arms. bbox=[63, 2413, 224, 2518]
ad-spring-body: I have an elegant line of MILLINERY & GOODS, embracing the very latest styles and fashions. My goods are new and at prices to suit the times. I will be pleased to have my friends and patrons call and examine my stock. I am prepared to do business and will be ready to serve all. bbox=[741, 1796, 908, 1876]
ad-stephens-groceries: GROCERIES, CANNED GOODS, TOBACCO CIGARS, TOILET SOAPS, &C. bbox=[1108, 653, 1399, 689]
masthead-entered: ENTERED AT THE POST OFFICE AT GREENVILLE, N. C., AS SECOND-CLASS MAIL MATTER. bbox=[63, 402, 224, 436]
ad-carriage-also: Also keep on hand a full line of ready made bbox=[827, 952, 991, 963]
ad-works-riding: RIDING VEHICLES. bbox=[1146, 466, 1362, 493]
column-new-york bbox=[572, 123, 731, 2167]
ad-forbes-heavy: HEAVY GROCERIES A SPECIALTY. bbox=[777, 278, 1041, 296]
